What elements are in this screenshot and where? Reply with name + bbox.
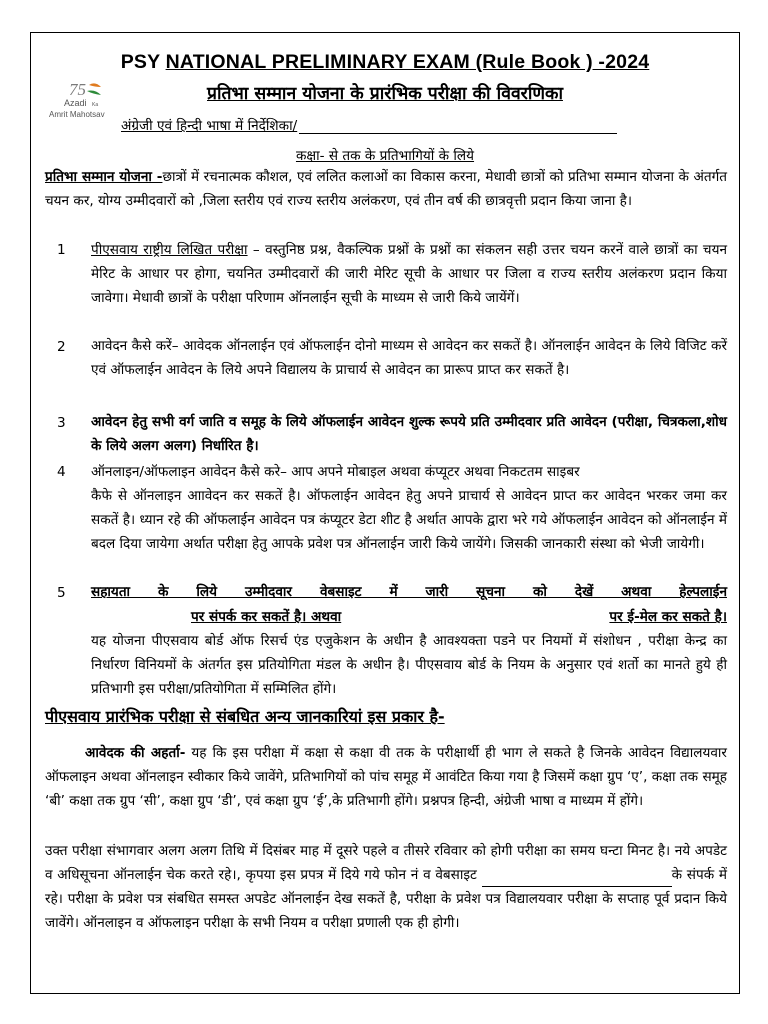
title-main: NATIONAL PRELIMINARY EXAM (Rule Book ) -2024 [165,51,650,73]
logo-word-amrit-mahotsav: Amrit Mahotsav [49,110,105,119]
item-3-number: 3 [57,415,66,431]
item-1-number: 1 [57,242,66,258]
eligibility-body: यह कि इस परीक्षा में कक्षा से कक्षा वी तक के परीक्षार्थी ही भाग ले सकते है जिनके आवेदन विद्यालयवार ऑफलाइन अथवा ऑनलाइन स्वीकार किये जावेंगे, प्रतिभागियों को पांच समूह में आवंटित किया गया है जिसमें कक्षा ग्रुप ‘ए’, कक्षा तक समूह ‘बी’ कक्षा तक ग्रुप ‘सी’, कक्षा ग्रुप ‘डी’, एवं कक्षा ग्रुप ‘ई’,के प्रतिभागी होंगे। प्रश्नपत्र हिन्दी, अंग्रेजी भाषा व माध्यम में होंगे। [45,745,727,809]
instructions-blank [299,119,617,134]
class-range-text: कक्षा- से तक के प्रतिभागियों के लिये [295,148,475,164]
item-5-line2b: पर ई-मेल कर सकते है। [609,609,727,625]
exam-paragraph-part1: उक्त परीक्षा संभागवार अलग अलग तिथि में दिसंबर माह में दूसरे पहले व तीसरे रविवार को होगी परीक्षा का समय घन्टा मिनट है। नये अपडेट व अधिसूचना ऑनलाईन चेक करते रहे।, कृपया इस प्रपत्र में दिये गये फोन नं व वेबसाइट [45,843,727,883]
website-blank [482,873,672,887]
instructions-line [121,115,617,134]
document-page [30,32,740,994]
logo-word-ka: Ka [92,102,99,108]
exam-paragraph-part2: के संपर्क में रहे। परीक्षा के प्रवेश पत्र संबधित समस्त अपडेट ऑनलाईन देख सकतें है, परीक्षा के प्रवेश पत्र विद्यालयवार परीक्षा के सप्ताह पूर्व प्रदान किये जावेंगे। ऑनलाइन व ऑफलाइन परीक्षा के सभी नियम व परीक्षा प्रणाली एक ही होगी। [45,867,728,931]
class-range-line [31,145,739,164]
item-2-number: 2 [57,339,66,355]
board-paragraph: यह योजना पीएसवाय बोर्ड ऑफ रिसर्च एंड एजुकेशन के अधीन है आवश्यक्ता पडने पर नियमों में संशोधन , परीक्षा केन्द्र का निर्धारण विनियमों के अंतर्गत इस प्रतियोगिता मंडल के अधीन है। पीएसवाय बोर्ड के नियम के अनुसार एवं शर्तो का मानते हुये ही प्रतिभागी इस परीक्षा/प्रतियोगिता में सम्मिलित होंगे। [91,633,727,697]
section-heading: पीएसवाय प्रारंभिक परीक्षा से संबधित अन्य जानकारियां इस प्रकार है- [45,707,445,726]
item-3-text: आवेदन हेतु सभी वर्ग जाति व समूह के लिये ऑफलाईन आवेदन शुल्क रूपये प्रति उम्मीदवार प्रति आवेदन (परीक्षा, चित्रकला,शोध के लिये अलग अलग) निर्धारित है। [91,414,727,454]
eligibility-paragraph [45,741,727,813]
item-4-first-line: ऑनलाइन/ऑफलाइन आवेदन कैसे करे– आप अपने मोबाइल अथवा कंप्यूटर अथवा निकटतम साइबर [91,464,580,480]
item-5-number: 5 [57,585,66,601]
intro-body: छात्रों में रचनात्मक कौशल, एवं ललित कलाओं का विकास करना, मेधावी छात्रों को प्रतिभा सम्मान योजना के अंतर्गत चयन कर, योग्य उम्मीदवारों को ,जिला स्तरीय एवं राज्य स्तरीय अलंकरण, एवं तीन वर्ष की छात्रवृत्ती प्रदान किया जाना है। [45,169,727,209]
item-4-number: 4 [57,464,66,480]
item-1-body: – वस्तुनिष्ठ प्रश्न, वैकल्पिक प्रश्नों के प्रश्नों का संकलन सही उत्तर चयन करनें वाले छात्रों का चयन मेरिट के आधार पर होगा, चयनित उम्मीदवारों की जारी मेरिट सूची के आधार पर जिला व राज्य स्तरीय अलंकरण प्रदान किया जावेगा। मेधावी छात्रों के परीक्षा परिणाम ऑनलाईन सूची के माध्यम से जारी किये जायेंगें। [91,242,727,306]
item-5-line2a: पर संपर्क कर सकतें है। अथवा [191,609,342,625]
exam-paragraph [45,839,727,935]
item-4-text: कैफे से ऑनलाइन आावेदन कर सकतें है। ऑफलाईन आवेदन हेतु अपने प्राचार्य से आवेदन प्राप्त कर आवेदन भरकर जमा कर सकतें है। ध्यान रहे की ऑफलाईन आवेदन पत्र कंप्यूटर डेटा शीट है अर्थात आपके द्वारा भरे गये ऑफलाईन आवेदन को ऑनलाईन में बदल दिया जायेगा अर्थात परीक्षा हेतु आपके प्रवेश पत्र ऑनलाईन जारी किये जायेंगे। जिसकी जानकारी संस्था को भेजी जायेगी। [91,488,727,552]
item-5-line1: सहायता के लिये उम्मीदवार वेबसाइट में जारी सूचना को देखें अथवा हेल्पलाईन [91,584,727,600]
eligibility-lead: आवेदक की अहर्ता- [85,745,186,761]
title-prefix: PSY [120,51,166,73]
logo-number: 75 [69,80,86,99]
item-1-text [91,238,727,310]
intro-lead: प्रतिभा सम्मान योजना - [45,169,163,185]
document-title [31,51,739,74]
intro-paragraph [45,165,727,213]
document-subtitle: प्रतिभा सम्मान योजना के प्रारंभिक परीक्षा की विवरणिका [207,84,563,104]
logo-word-azadi: Azadi [64,98,87,108]
instructions-label: अंग्रेजी एवं हिन्दी भाषा में निर्देशिका/ [121,118,298,134]
item-2-text: आवेदन कैसे करें– आवेदक ऑनलाईन एवं ऑफलाईन दोनो माध्यम से आवेदन कर सकतें है। ऑनलाईन आवेदन के लिये विजिट करें एवं ऑफलाईन आवेदन के लिये अपने विद्यालय के प्राचार्य से आवेदन का प्रारूप प्राप्त कर सकतें है। [91,338,727,378]
item-1-lead: पीएसवाय राष्ट्रीय लिखित परीक्षा [91,242,248,258]
